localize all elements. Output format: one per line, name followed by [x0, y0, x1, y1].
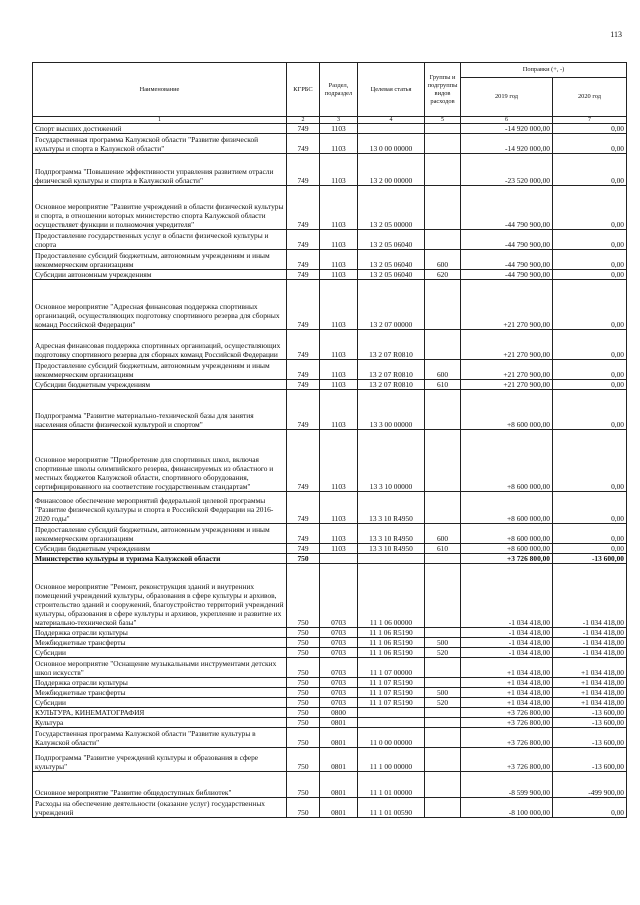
row-section: 0703: [320, 658, 358, 678]
row-group: [425, 430, 461, 492]
row-group: [425, 492, 461, 524]
row-group: 610: [425, 380, 461, 390]
row-group: 520: [425, 698, 461, 708]
row-section: 0703: [320, 564, 358, 628]
row-name: Адресная финансовая поддержка спортивных организаций, осуществляющих подготовку спортивного резерва для сборных команд Российской Федерации: [33, 330, 287, 360]
row-code: 750: [287, 708, 320, 718]
row-name: Культура: [33, 718, 287, 728]
table-row: [33, 648, 627, 658]
row-code: 750: [287, 728, 320, 748]
row-value-2019: -44 790 900,00: [461, 186, 553, 230]
row-section: 0703: [320, 688, 358, 698]
row-group: [425, 728, 461, 748]
row-name: Спорт высших достижений: [33, 124, 287, 134]
row-group: [425, 708, 461, 718]
row-code: 750: [287, 648, 320, 658]
row-group: [425, 154, 461, 186]
row-group: 600: [425, 250, 461, 270]
table-row: [33, 688, 627, 698]
row-group: 500: [425, 638, 461, 648]
row-group: 600: [425, 524, 461, 544]
row-value-2020: -13 600,00: [553, 718, 627, 728]
row-group: 520: [425, 648, 461, 658]
row-name: Государственная программа Калужской области "Развитие физической культуры и спорта в Калужской области": [33, 134, 287, 154]
row-name: Поддержка отрасли культуры: [33, 678, 287, 688]
row-code: 750: [287, 638, 320, 648]
table-row: [33, 544, 627, 554]
row-value-2019: +1 034 418,00: [461, 698, 553, 708]
row-value-2019: +21 270 900,00: [461, 280, 553, 330]
row-value-2020: 0,00: [553, 798, 627, 818]
row-value-2019: +8 600 000,00: [461, 544, 553, 554]
row-value-2019: -8 100 000,00: [461, 798, 553, 818]
row-code: 749: [287, 154, 320, 186]
row-code: 749: [287, 330, 320, 360]
table-row: [33, 554, 627, 564]
row-group: [425, 330, 461, 360]
row-value-2019: +1 034 418,00: [461, 678, 553, 688]
header-year-2019: 2019 год: [461, 78, 553, 117]
row-section: 0801: [320, 728, 358, 748]
row-section: 1103: [320, 154, 358, 186]
row-name: Основное мероприятие "Приобретение для спортивных школ, включая спортивные школы олимпийского резерва, финансируемых из областного и местных бюджетов Калужской области, спортивного оборудования, сертифицированного на соответствие государственным стандартам": [33, 430, 287, 492]
row-group: [425, 280, 461, 330]
row-section: 1103: [320, 524, 358, 544]
row-value-2019: +8 600 000,00: [461, 390, 553, 430]
row-value-2020: 0,00: [553, 360, 627, 380]
row-value-2020: 0,00: [553, 280, 627, 330]
row-value-2019: -44 790 900,00: [461, 230, 553, 250]
row-value-2019: +3 726 800,00: [461, 748, 553, 772]
row-value-2019: +1 034 418,00: [461, 688, 553, 698]
row-code: 750: [287, 698, 320, 708]
row-value-2020: +1 034 418,00: [553, 688, 627, 698]
row-group: [425, 186, 461, 230]
row-value-2019: +8 600 000,00: [461, 492, 553, 524]
row-group: [425, 554, 461, 564]
header-code: КГРБС: [287, 63, 320, 117]
row-value-2020: 0,00: [553, 330, 627, 360]
row-article: 11 1 07 R5190: [358, 698, 425, 708]
row-value-2019: +3 726 800,00: [461, 728, 553, 748]
row-name: Межбюджетные трансферты: [33, 638, 287, 648]
table-row: [33, 638, 627, 648]
row-section: 0703: [320, 678, 358, 688]
row-name: Министерство культуры и туризма Калужской области: [33, 554, 287, 564]
row-code: 749: [287, 544, 320, 554]
row-section: 1103: [320, 280, 358, 330]
row-group: [425, 658, 461, 678]
table-row: [33, 524, 627, 544]
row-group: [425, 748, 461, 772]
row-section: 1103: [320, 134, 358, 154]
row-code: 749: [287, 430, 320, 492]
row-name: Предоставление субсидий бюджетным, автономным учреждениям и иным некоммерческим организациям: [33, 360, 287, 380]
row-article: 11 1 07 R5190: [358, 688, 425, 698]
row-value-2020: -13 600,00: [553, 708, 627, 718]
row-code: 749: [287, 280, 320, 330]
row-code: 750: [287, 688, 320, 698]
row-article: 13 2 07 00000: [358, 280, 425, 330]
row-value-2020: 0,00: [553, 430, 627, 492]
row-section: 1103: [320, 390, 358, 430]
table-row: [33, 390, 627, 430]
row-value-2020: -1 034 418,00: [553, 628, 627, 638]
row-section: 1103: [320, 186, 358, 230]
row-value-2020: 0,00: [553, 154, 627, 186]
row-value-2020: 0,00: [553, 390, 627, 430]
row-article: 11 1 01 00590: [358, 798, 425, 818]
row-section: 1103: [320, 430, 358, 492]
row-code: 750: [287, 678, 320, 688]
row-article: 11 1 06 R5190: [358, 638, 425, 648]
row-code: 750: [287, 772, 320, 798]
header-section: Раздел, подраздел: [320, 63, 358, 117]
table-row: [33, 798, 627, 818]
row-section: 0703: [320, 638, 358, 648]
row-name: Поддержка отрасли культуры: [33, 628, 287, 638]
row-code: 750: [287, 628, 320, 638]
row-value-2019: +21 270 900,00: [461, 360, 553, 380]
row-section: 0801: [320, 798, 358, 818]
column-number: 4: [358, 117, 425, 124]
row-value-2020: -13 600,00: [553, 748, 627, 772]
row-section: 0800: [320, 708, 358, 718]
table-row: [33, 698, 627, 708]
header-article: Целевая статья: [358, 63, 425, 117]
row-article: 13 2 05 06040: [358, 250, 425, 270]
row-name: Основное мероприятие "Адресная финансовая поддержка спортивных организаций, осуществляющих подготовку спортивного резерва для сборных команд Российской Федерации": [33, 280, 287, 330]
row-article: 13 2 07 R0810: [358, 380, 425, 390]
row-group: [425, 134, 461, 154]
table-body: [33, 124, 627, 818]
column-number: 2: [287, 117, 320, 124]
row-section: 1103: [320, 230, 358, 250]
row-value-2019: -44 790 900,00: [461, 250, 553, 270]
row-code: 749: [287, 186, 320, 230]
row-article: 11 1 06 R5190: [358, 628, 425, 638]
row-value-2020: 0,00: [553, 186, 627, 230]
header-groups: Группы и подгруппы видов расходов: [425, 63, 461, 117]
row-value-2020: -1 034 418,00: [553, 564, 627, 628]
table-row: [33, 154, 627, 186]
row-name: Подпрограмма "Повышение эффективности управления развитием отрасли физической культуры и спорта в Калужской области": [33, 154, 287, 186]
row-article: [358, 554, 425, 564]
row-code: 749: [287, 250, 320, 270]
row-section: 0801: [320, 772, 358, 798]
row-value-2019: -23 520 000,00: [461, 154, 553, 186]
row-value-2020: +1 034 418,00: [553, 698, 627, 708]
table-row: [33, 748, 627, 772]
row-value-2020: -1 034 418,00: [553, 638, 627, 648]
row-group: [425, 718, 461, 728]
row-name: Основное мероприятие "Оснащение музыкальными инструментами детских школ искусств": [33, 658, 287, 678]
column-number: 7: [553, 117, 627, 124]
row-value-2020: +1 034 418,00: [553, 658, 627, 678]
row-value-2020: 0,00: [553, 524, 627, 544]
row-value-2019: -44 790 900,00: [461, 270, 553, 280]
row-name: Межбюджетные трансферты: [33, 688, 287, 698]
row-code: 750: [287, 748, 320, 772]
table-row: [33, 124, 627, 134]
row-article: 11 1 00 00000: [358, 748, 425, 772]
row-name: Основное мероприятие "Ремонт, реконструкция зданий и внутренних помещений учреждений культуры, образования в сфере культуры и архивов, строительство зданий и сооружений, благоустройство территорий учреждений культуры, образования в сфере культуры и архивов, укрепление и развитие их материально-технической базы": [33, 564, 287, 628]
row-group: 610: [425, 544, 461, 554]
row-name: Государственная программа Калужской области "Развитие культуры в Калужской области": [33, 728, 287, 748]
column-number: 3: [320, 117, 358, 124]
row-group: [425, 230, 461, 250]
column-number: 6: [461, 117, 553, 124]
row-name: Финансовое обеспечение мероприятий федеральной целевой программы "Развитие физической культуры и спорта в Российской Федерации на 2016-2020 годы": [33, 492, 287, 524]
row-section: 1103: [320, 544, 358, 554]
row-article: 11 1 01 00000: [358, 772, 425, 798]
row-code: 749: [287, 124, 320, 134]
row-group: 500: [425, 688, 461, 698]
row-section: 1103: [320, 380, 358, 390]
row-code: 749: [287, 360, 320, 380]
row-name: Субсидии: [33, 698, 287, 708]
row-section: 1103: [320, 330, 358, 360]
row-code: 749: [287, 134, 320, 154]
row-value-2019: -8 599 900,00: [461, 772, 553, 798]
row-section: 0801: [320, 718, 358, 728]
row-article: 13 2 05 06040: [358, 230, 425, 250]
header-name: Наименование: [33, 63, 287, 117]
row-value-2020: 0,00: [553, 134, 627, 154]
row-name: Основное мероприятие "Развитие учреждений в области физической культуры и спорта, в отношении которых министерство спорта Калужской области осуществляет функции и полномочия учредителя": [33, 186, 287, 230]
row-section: 0703: [320, 698, 358, 708]
table-row: [33, 330, 627, 360]
row-value-2019: -1 034 418,00: [461, 628, 553, 638]
row-code: 750: [287, 554, 320, 564]
row-value-2020: 0,00: [553, 380, 627, 390]
table-row: [33, 250, 627, 270]
table-row: [33, 772, 627, 798]
table-row: [33, 678, 627, 688]
column-number: 5: [425, 117, 461, 124]
row-code: 749: [287, 270, 320, 280]
row-group: [425, 628, 461, 638]
table-row: [33, 708, 627, 718]
row-article: 13 2 05 00000: [358, 186, 425, 230]
row-code: 750: [287, 658, 320, 678]
header-amendments: Поправки (+, -): [461, 63, 627, 78]
row-value-2020: 0,00: [553, 250, 627, 270]
row-value-2020: 0,00: [553, 230, 627, 250]
row-group: [425, 772, 461, 798]
table-row: [33, 728, 627, 748]
row-article: 11 1 06 R5190: [358, 648, 425, 658]
row-section: 0703: [320, 648, 358, 658]
header-year-2020: 2020 год: [553, 78, 627, 117]
row-name: Расходы на обеспечение деятельности (оказание услуг) государственных учреждений: [33, 798, 287, 818]
table-row: [33, 230, 627, 250]
row-value-2020: 0,00: [553, 270, 627, 280]
row-article: [358, 124, 425, 134]
row-value-2019: +3 726 800,00: [461, 554, 553, 564]
row-value-2019: +21 270 900,00: [461, 330, 553, 360]
table-row: [33, 360, 627, 380]
row-name: КУЛЬТУРА, КИНЕМАТОГРАФИЯ: [33, 708, 287, 718]
row-section: 1103: [320, 124, 358, 134]
row-name: Предоставление субсидий бюджетным, автономным учреждениям и иным некоммерческим организациям: [33, 250, 287, 270]
row-code: 750: [287, 564, 320, 628]
table-row: [33, 186, 627, 230]
row-group: [425, 564, 461, 628]
row-article: 13 3 10 00000: [358, 430, 425, 492]
row-group: [425, 124, 461, 134]
table-row: [33, 628, 627, 638]
row-article: 13 2 05 06040: [358, 270, 425, 280]
row-value-2019: +3 726 800,00: [461, 718, 553, 728]
row-article: 13 3 10 R4950: [358, 524, 425, 544]
row-code: 749: [287, 524, 320, 544]
table-row: [33, 718, 627, 728]
row-value-2019: +8 600 000,00: [461, 524, 553, 544]
row-value-2019: -14 920 000,00: [461, 124, 553, 134]
row-code: 750: [287, 798, 320, 818]
row-value-2019: -1 034 418,00: [461, 648, 553, 658]
row-group: [425, 390, 461, 430]
table-row: [33, 564, 627, 628]
row-value-2020: -13 600,00: [553, 554, 627, 564]
row-group: [425, 678, 461, 688]
row-article: 13 2 07 R0810: [358, 360, 425, 380]
row-value-2020: -499 900,00: [553, 772, 627, 798]
row-article: 13 2 00 00000: [358, 154, 425, 186]
budget-table: [32, 62, 627, 818]
row-section: [320, 554, 358, 564]
table-row: [33, 492, 627, 524]
row-group: [425, 798, 461, 818]
table-row: [33, 134, 627, 154]
row-name: Субсидии: [33, 648, 287, 658]
row-article: 13 0 00 00000: [358, 134, 425, 154]
row-code: 749: [287, 492, 320, 524]
row-section: 1103: [320, 250, 358, 270]
row-name: Подпрограмма "Развитие материально-технической базы для занятия населения области физической культурой и спортом": [33, 390, 287, 430]
column-number: 1: [33, 117, 287, 124]
row-article: 13 3 10 R4950: [358, 544, 425, 554]
row-value-2019: -1 034 418,00: [461, 564, 553, 628]
row-name: Субсидии бюджетным учреждениям: [33, 380, 287, 390]
row-section: 0703: [320, 628, 358, 638]
row-value-2019: +21 270 900,00: [461, 380, 553, 390]
row-value-2020: -1 034 418,00: [553, 648, 627, 658]
table-row: [33, 280, 627, 330]
row-group: 600: [425, 360, 461, 380]
row-value-2020: +1 034 418,00: [553, 678, 627, 688]
row-section: 1103: [320, 492, 358, 524]
row-name: Основное мероприятие "Развитие общедоступных библиотек": [33, 772, 287, 798]
row-value-2019: +1 034 418,00: [461, 658, 553, 678]
row-section: 1103: [320, 270, 358, 280]
table-row: [33, 658, 627, 678]
row-name: Предоставление государственных услуг в области физической культуры и спорта: [33, 230, 287, 250]
row-article: [358, 718, 425, 728]
row-value-2020: -13 600,00: [553, 728, 627, 748]
page-number: 113: [610, 30, 622, 39]
row-article: 11 1 06 00000: [358, 564, 425, 628]
row-group: 620: [425, 270, 461, 280]
row-article: [358, 708, 425, 718]
row-article: 11 1 07 00000: [358, 658, 425, 678]
row-code: 750: [287, 718, 320, 728]
row-article: 13 2 07 R0810: [358, 330, 425, 360]
row-value-2020: 0,00: [553, 544, 627, 554]
row-value-2019: -1 034 418,00: [461, 638, 553, 648]
row-value-2019: -14 920 000,00: [461, 134, 553, 154]
row-name: Субсидии автономным учреждениям: [33, 270, 287, 280]
row-section: 0801: [320, 748, 358, 772]
row-article: 13 3 10 R4950: [358, 492, 425, 524]
table-row: [33, 380, 627, 390]
row-name: Подпрограмма "Развитие учреждений культуры и образования в сфере культуры": [33, 748, 287, 772]
row-section: 1103: [320, 360, 358, 380]
row-name: Предоставление субсидий бюджетным, автономным учреждениям и иным некоммерческим организациям: [33, 524, 287, 544]
row-article: 11 1 07 R5190: [358, 678, 425, 688]
table-row: [33, 430, 627, 492]
row-value-2020: 0,00: [553, 124, 627, 134]
row-code: 749: [287, 380, 320, 390]
row-article: 13 3 00 00000: [358, 390, 425, 430]
row-code: 749: [287, 390, 320, 430]
row-value-2019: +8 600 000,00: [461, 430, 553, 492]
row-value-2020: 0,00: [553, 492, 627, 524]
row-value-2019: +3 726 800,00: [461, 708, 553, 718]
row-code: 749: [287, 230, 320, 250]
table-row: [33, 270, 627, 280]
row-article: 11 0 00 00000: [358, 728, 425, 748]
row-name: Субсидии бюджетным учреждениям: [33, 544, 287, 554]
